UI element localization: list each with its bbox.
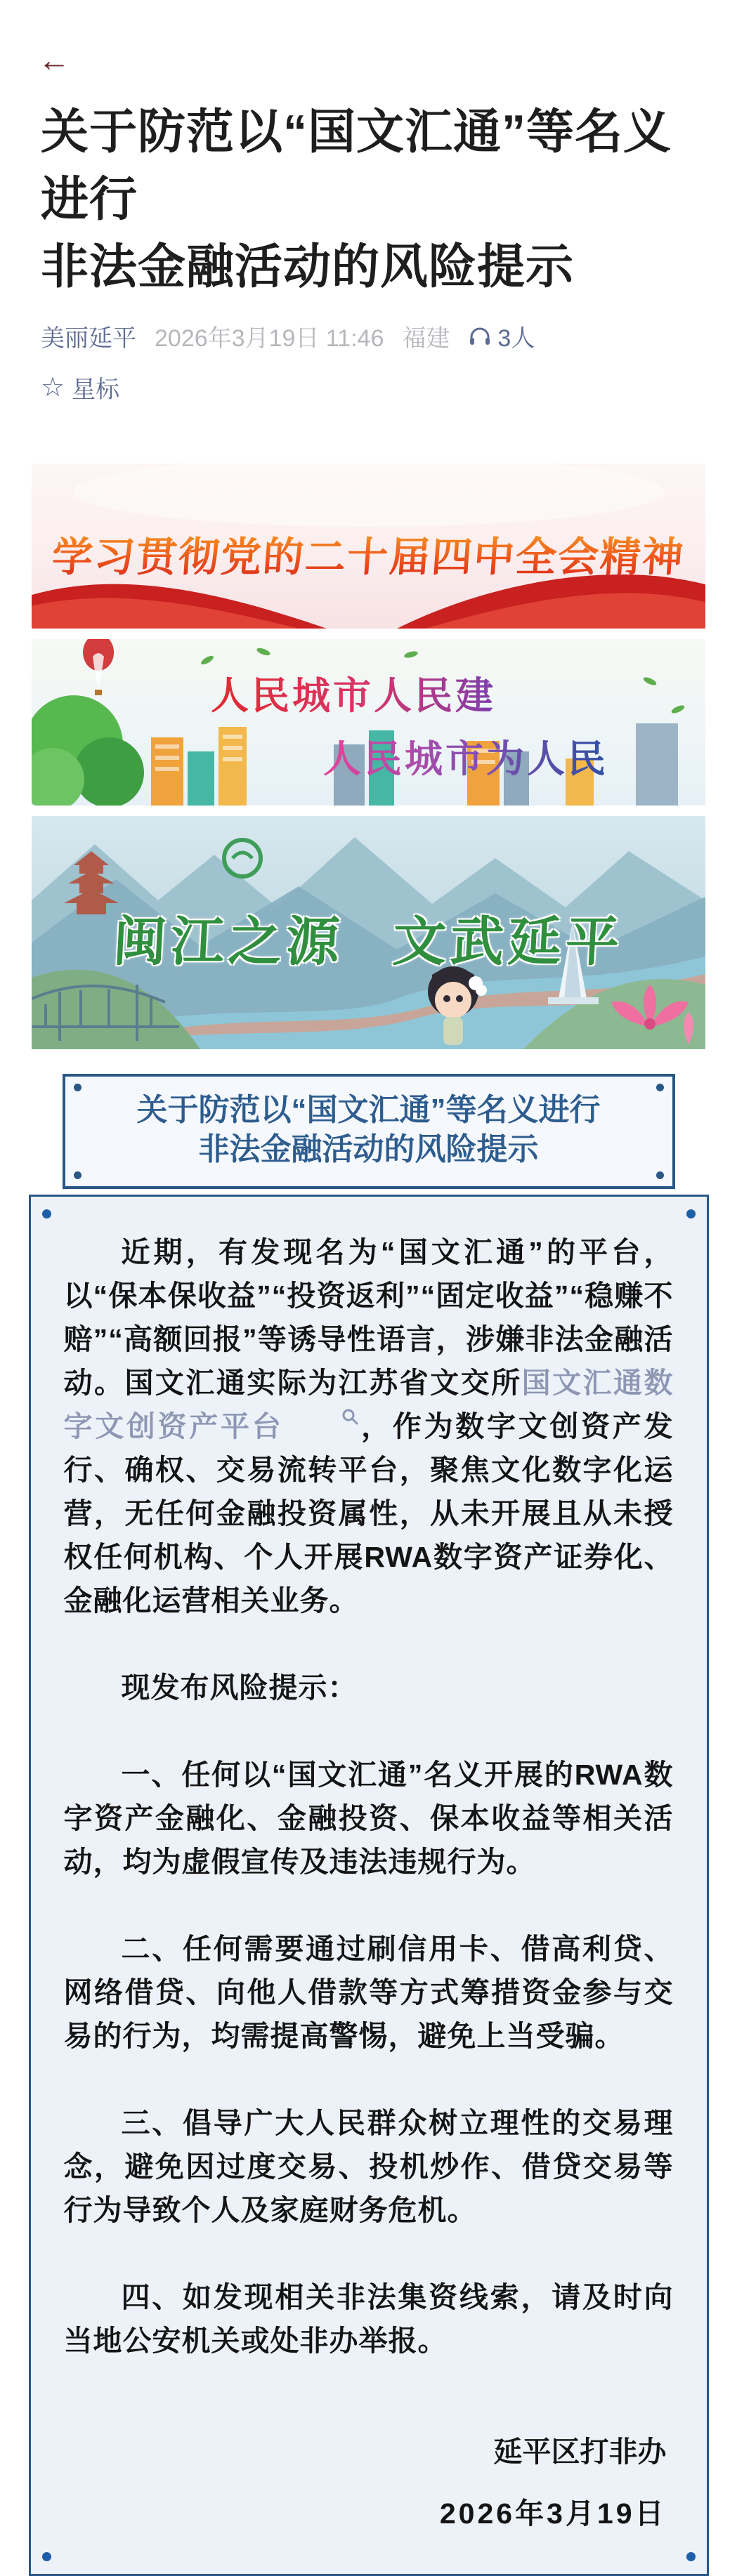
paragraph-4: 二、任何需要通过刷信用卡、借高利贷、网络借贷、向他人借款等方式筹措资金参与交易的行为，均需提高警惕，避免上当受骗。 [63, 1933, 674, 2052]
top-bar [0, 0, 737, 86]
notice-title-line2: 非法金融活动的风险提示 [198, 1132, 539, 1167]
author-link[interactable]: 美丽延平 [41, 325, 136, 352]
paragraph-1 [64, 1230, 674, 1622]
paragraph-1-text-cont: ，作为数字文创资产发行、确权、交易流转平台，聚焦文化数字化运营，无任何金融投资属性，从未开展且从未授权任何机构、个人开展RWA数字资产证券化、金融化运营相关业务。 [63, 1410, 674, 1617]
article-content-box [29, 1195, 709, 2576]
platform-search-link[interactable]: 国文汇通数字文创资产平台 [63, 1367, 674, 1443]
paragraph-2: 现发布风险提示： [121, 1671, 358, 1704]
publish-region: 福建 [402, 325, 450, 352]
corner-dot [42, 2552, 51, 2561]
page-title [41, 98, 696, 301]
star-button[interactable] [41, 370, 696, 405]
publish-datetime: 2026年3月19日 11:46 [155, 325, 384, 352]
notice-title-line1: 关于防范以“国文汇通”等名义进行 [136, 1093, 601, 1127]
banner3-slogan-left: 闽江之源 [111, 912, 346, 972]
paragraph-3: 一、任何以“国文汇通”名义开展的RWA数字资产金融化、金融投资、保本收益等相关活动，均为虚假宣传及违法违规行为。 [63, 1759, 674, 1878]
banner-image-party-plenum[interactable] [32, 464, 705, 629]
listen-count: 3人 [497, 325, 535, 352]
corner-dot [74, 1084, 81, 1091]
banner-stack [32, 464, 705, 1049]
headphones-icon [468, 324, 492, 348]
paragraph-1-text: 近期，有发现名为“国文汇通”的平台，以“保本保收益”“投资返利”“固定收益”“稳赚不赔”“高额回报”等诱导性语言，涉嫌非法金融活动。国文汇通实际为江苏省文交所 [63, 1236, 674, 1399]
signature-office: 延平区打非办 [493, 2436, 667, 2468]
notice-title-box [63, 1074, 675, 1189]
corner-dot [74, 1171, 81, 1179]
star-icon: ☆ [41, 372, 65, 402]
search-icon [283, 1407, 359, 1426]
listen-count-button[interactable] [468, 319, 535, 353]
banner1-slogan: 学习贯彻党的二十届四中全会精神 [32, 524, 705, 583]
star-label: 星标 [72, 376, 120, 403]
banner3-slogan [32, 899, 705, 975]
banner-image-minjiang[interactable] [32, 816, 705, 1049]
article-body [64, 1230, 674, 2535]
article-meta [41, 319, 696, 353]
banner-image-people-city[interactable] [32, 639, 705, 806]
signature-date: 2026年3月19日 [439, 2497, 667, 2530]
banner2-slogan-line2: 人民城市为人民 [323, 729, 608, 783]
page-title-line1: 关于防范以“国文汇通”等名义进行 [41, 105, 672, 226]
corner-dot [42, 1209, 51, 1218]
corner-dot [656, 1171, 664, 1179]
banner2-slogan-line1: 人民城市人民建 [211, 666, 496, 720]
corner-dot [686, 2552, 696, 2561]
banner3-slogan-right: 文武延平 [391, 912, 625, 972]
paragraph-6: 四、如发现相关非法集资线索，请及时向当地公安机关或处非办举报。 [63, 2281, 674, 2357]
corner-dot [686, 1209, 696, 1218]
paragraph-5: 三、倡导广大人民群众树立理性的交易理念，避免因过度交易、投机炒作、借贷交易等行为导致个人及家庭财务危机。 [63, 2107, 674, 2226]
back-button[interactable]: ← [38, 41, 70, 78]
page-title-line2: 非法金融活动的风险提示 [41, 240, 575, 294]
corner-dot [656, 1084, 664, 1091]
